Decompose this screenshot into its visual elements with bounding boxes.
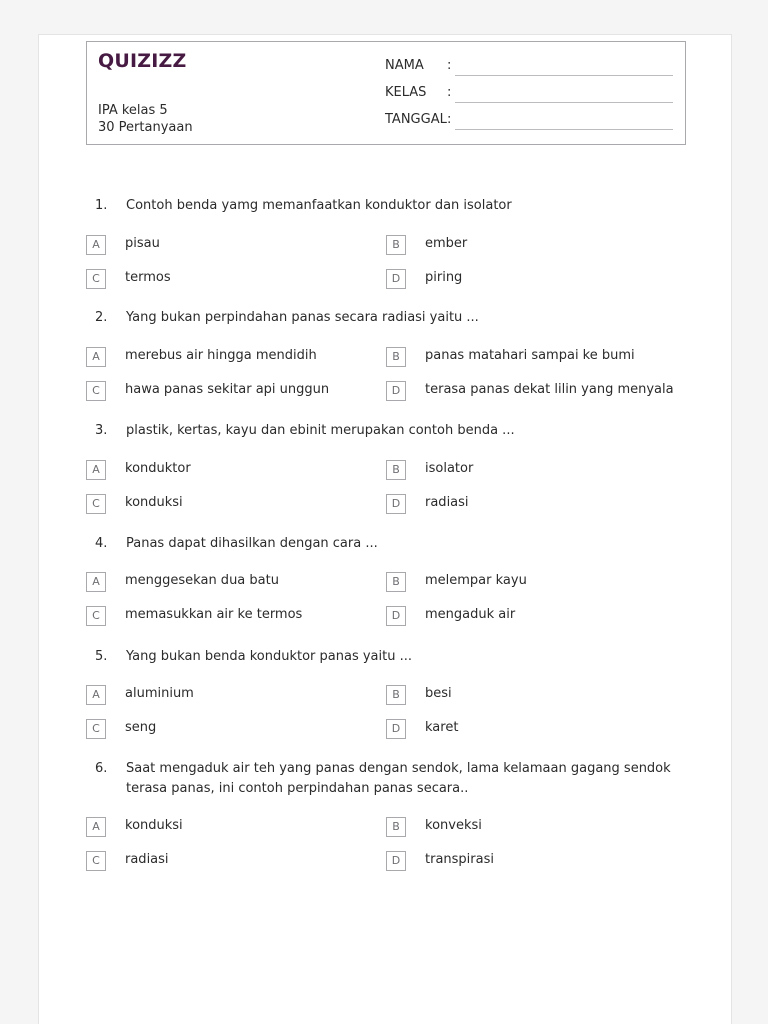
question-text: Panas dapat dihasilkan dengan cara ... [126, 536, 378, 551]
question-count: 30 Pertanyaan [98, 120, 193, 135]
option-text: mengaduk air [425, 607, 516, 622]
option-text: pisau [125, 236, 160, 251]
option-text: konduktor [125, 461, 191, 476]
option-letter-box: D [386, 381, 406, 401]
option-text: hawa panas sekitar api unggun [125, 382, 330, 397]
option-letter-box: D [386, 606, 406, 626]
worksheet-header [86, 41, 686, 145]
question-text: Yang bukan perpindahan panas secara radiasi yaitu ... [126, 310, 479, 325]
option-text: besi [425, 686, 452, 701]
option-letter-box: C [86, 851, 106, 871]
quizizz-logo: QUIZIZZ [98, 50, 187, 72]
subject-label: IPA kelas 5 [98, 103, 168, 118]
option-text: isolator [425, 461, 474, 476]
option-letter-box: C [86, 719, 106, 739]
option-letter-box: A [86, 572, 106, 592]
option-text: panas matahari sampai ke bumi [425, 348, 635, 363]
option-letter-box: B [386, 347, 406, 367]
option-letter-box: A [86, 235, 106, 255]
option-text: radiasi [425, 495, 469, 510]
option-letter-box: C [86, 606, 106, 626]
option-letter-box: B [386, 460, 406, 480]
option-text: aluminium [125, 686, 194, 701]
question-number: 1. [95, 198, 108, 213]
option-text: memasukkan air ke termos [125, 607, 303, 622]
option-letter-box: B [386, 235, 406, 255]
option-letter-box: C [86, 381, 106, 401]
option-letter-box: A [86, 685, 106, 705]
option-letter-box: B [386, 817, 406, 837]
option-text: konveksi [425, 818, 482, 833]
option-letter-box: C [86, 269, 106, 289]
name-label: NAMA [385, 58, 424, 73]
name-blank-line [455, 75, 673, 76]
option-text: transpirasi [425, 852, 494, 867]
option-letter-box: D [386, 269, 406, 289]
option-letter-box: D [386, 719, 406, 739]
question-text: Yang bukan benda konduktor panas yaitu ... [126, 649, 412, 664]
option-text: karet [425, 720, 459, 735]
question-number: 4. [95, 536, 108, 551]
option-text: menggesekan dua batu [125, 573, 279, 588]
question-text: plastik, kertas, kayu dan ebinit merupakan contoh benda ... [126, 423, 515, 438]
option-letter-box: A [86, 347, 106, 367]
question-number: 5. [95, 649, 108, 664]
question-text: Saat mengaduk air teh yang panas dengan sendok, lama kelamaan gagang sendok terasa panas, ini contoh perpindahan panas secara.. [126, 761, 671, 796]
class-label: KELAS [385, 85, 427, 100]
option-letter-box: B [386, 685, 406, 705]
class-blank-line [455, 102, 673, 103]
question-number: 3. [95, 423, 108, 438]
option-text: termos [125, 270, 171, 285]
option-letter-box: A [86, 817, 106, 837]
question-number: 2. [95, 310, 108, 325]
option-text: melempar kayu [425, 573, 527, 588]
option-text: terasa panas dekat lilin yang menyala [425, 382, 674, 397]
option-text: radiasi [125, 852, 169, 867]
date-colon: : [447, 112, 452, 127]
worksheet-page [38, 34, 732, 1024]
option-letter-box: D [386, 494, 406, 514]
option-letter-box: C [86, 494, 106, 514]
option-letter-box: B [386, 572, 406, 592]
date-blank-line [455, 129, 673, 130]
option-letter-box: D [386, 851, 406, 871]
option-text: konduksi [125, 495, 183, 510]
question-text: Contoh benda yamg memanfaatkan konduktor dan isolator [126, 198, 512, 213]
option-text: piring [425, 270, 463, 285]
option-text: ember [425, 236, 468, 251]
class-colon: : [447, 85, 452, 100]
option-letter-box: A [86, 460, 106, 480]
date-label: TANGGAL [385, 112, 447, 127]
question-number: 6. [95, 761, 108, 776]
option-text: konduksi [125, 818, 183, 833]
option-text: merebus air hingga mendidih [125, 348, 317, 363]
option-text: seng [125, 720, 157, 735]
name-colon: : [447, 58, 452, 73]
